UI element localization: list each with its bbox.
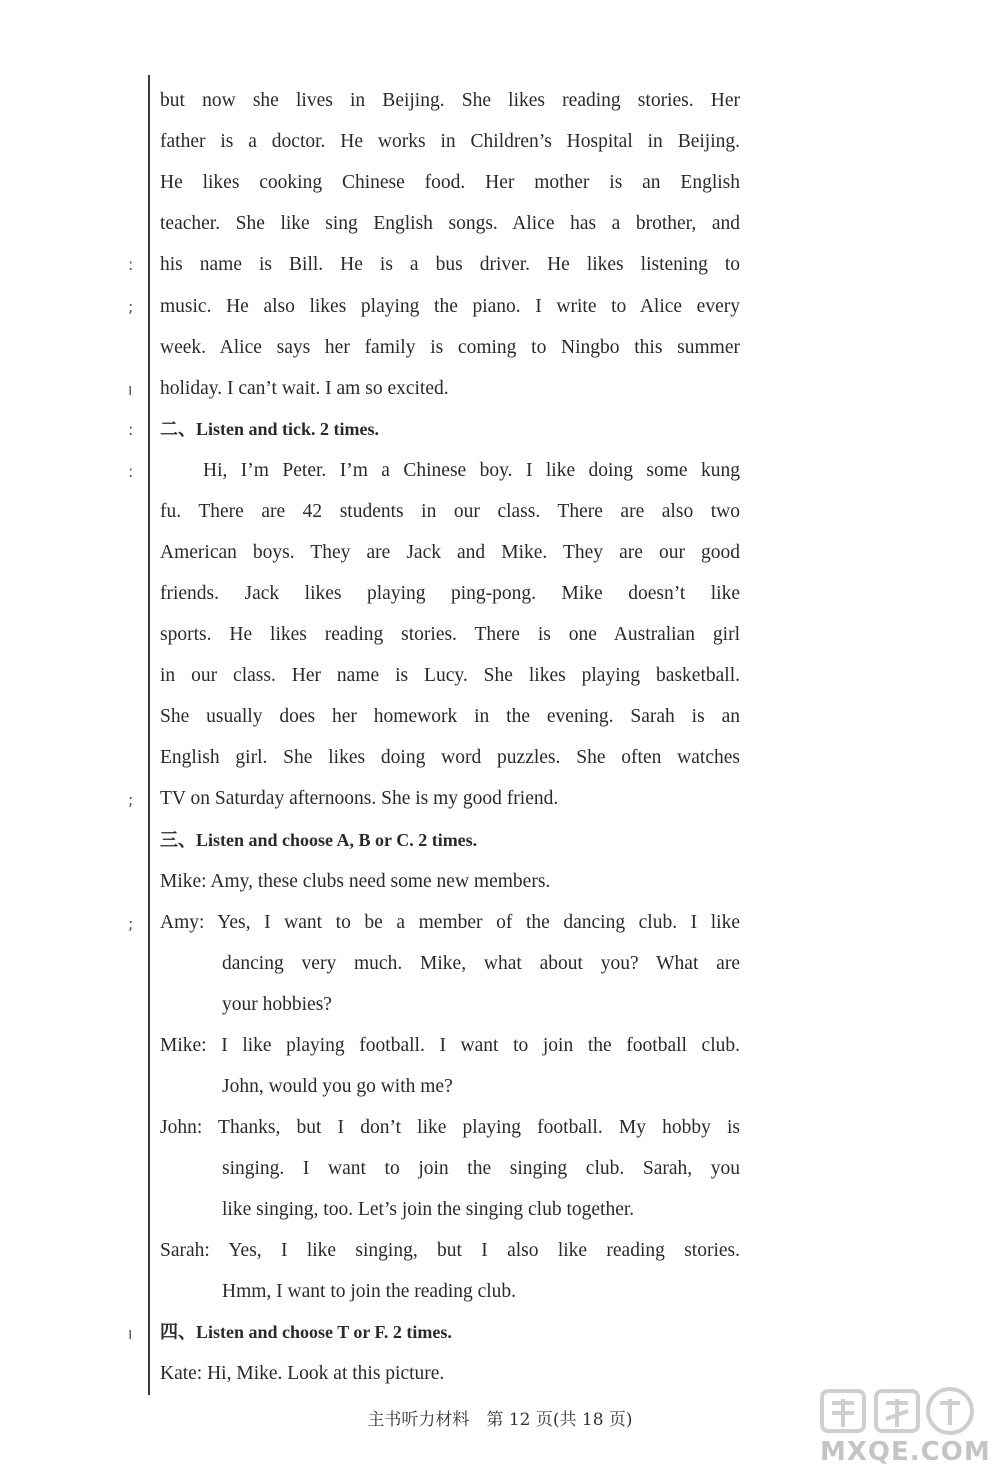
- text-line: sports. He likes reading stories. There is one Australian girl: [160, 624, 740, 645]
- text-line: He likes cooking Chinese food. Her mother is an English: [160, 172, 740, 193]
- text-line: English girl. She likes doing word puzzles. She often watches: [160, 747, 740, 768]
- text-line: but now she lives in Beijing. She likes reading stories. Her: [160, 90, 740, 111]
- text-line: holiday. I can’t wait. I am so excited.: [160, 378, 449, 399]
- page-footer: 主书听力材料 第 12 页(共 18 页): [367, 1410, 633, 1430]
- text-line: She usually does her homework in the evening. Sarah is an: [160, 706, 740, 727]
- dialogue-line: Mike: I like playing football. I want to join the football club.: [160, 1035, 740, 1056]
- margin-mark: ;: [128, 297, 134, 316]
- dialogue-line: Kate: Hi, Mike. Look at this picture.: [160, 1363, 445, 1384]
- dialogue-continuation: singing. I want to join the singing club. Sarah, you: [222, 1158, 740, 1179]
- watermark-text: MXQE.COM: [820, 1437, 991, 1467]
- dialogue-continuation: dancing very much. Mike, what about you? What are: [222, 953, 740, 974]
- binding-margin-rule: [148, 75, 150, 1395]
- text-line: friends. Jack likes playing ping-pong. Mike doesn’t like: [160, 583, 740, 604]
- dialogue-line: Sarah: Yes, I like singing, but I also like reading stories.: [160, 1240, 740, 1261]
- section-heading: 三、Listen and choose A, B or C. 2 times.: [160, 830, 478, 850]
- margin-mark: :: [128, 462, 134, 481]
- section-heading: 二、Listen and tick. 2 times.: [160, 419, 380, 439]
- text-line: teacher. She like sing English songs. Alice has a brother, and: [160, 213, 740, 234]
- dialogue-line: Amy: Yes, I want to be a member of the dancing club. I like: [160, 912, 740, 933]
- margin-mark: ı: [128, 380, 133, 399]
- dialogue-line: John: Thanks, but I don’t like playing football. My hobby is: [160, 1117, 740, 1138]
- dialogue-continuation: your hobbies?: [222, 994, 332, 1015]
- text-line: his name is Bill. He is a bus driver. He likes listening to: [160, 254, 740, 275]
- text-line: week. Alice says her family is coming to Ningbo this summer: [160, 337, 740, 358]
- dialogue-continuation: John, would you go with me?: [222, 1076, 453, 1097]
- section-heading: 四、Listen and choose T or F. 2 times.: [160, 1322, 452, 1342]
- text-line: Hi, I’m Peter. I’m a Chinese boy. I like doing some kung: [203, 460, 740, 481]
- text-line: music. He also likes playing the piano. I write to Alice every: [160, 296, 740, 317]
- text-line: TV on Saturday afternoons. She is my good friend.: [160, 788, 559, 809]
- margin-mark: ı: [128, 1324, 133, 1343]
- margin-mark: ;: [128, 790, 134, 809]
- margin-mark: :: [128, 420, 134, 439]
- text-line: father is a doctor. He works in Children’s Hospital in Beijing.: [160, 131, 740, 152]
- text-line: fu. There are 42 students in our class. There are also two: [160, 501, 740, 522]
- margin-mark: :: [128, 255, 134, 274]
- text-line: in our class. Her name is Lucy. She likes playing basketball.: [160, 665, 740, 686]
- text-line: American boys. They are Jack and Mike. They are our good: [160, 542, 740, 563]
- dialogue-line: Mike: Amy, these clubs need some new members.: [160, 871, 551, 892]
- dialogue-continuation: Hmm, I want to join the reading club.: [222, 1281, 517, 1302]
- dialogue-continuation: like singing, too. Let’s join the singing club together.: [222, 1199, 635, 1220]
- margin-mark: ;: [128, 914, 134, 933]
